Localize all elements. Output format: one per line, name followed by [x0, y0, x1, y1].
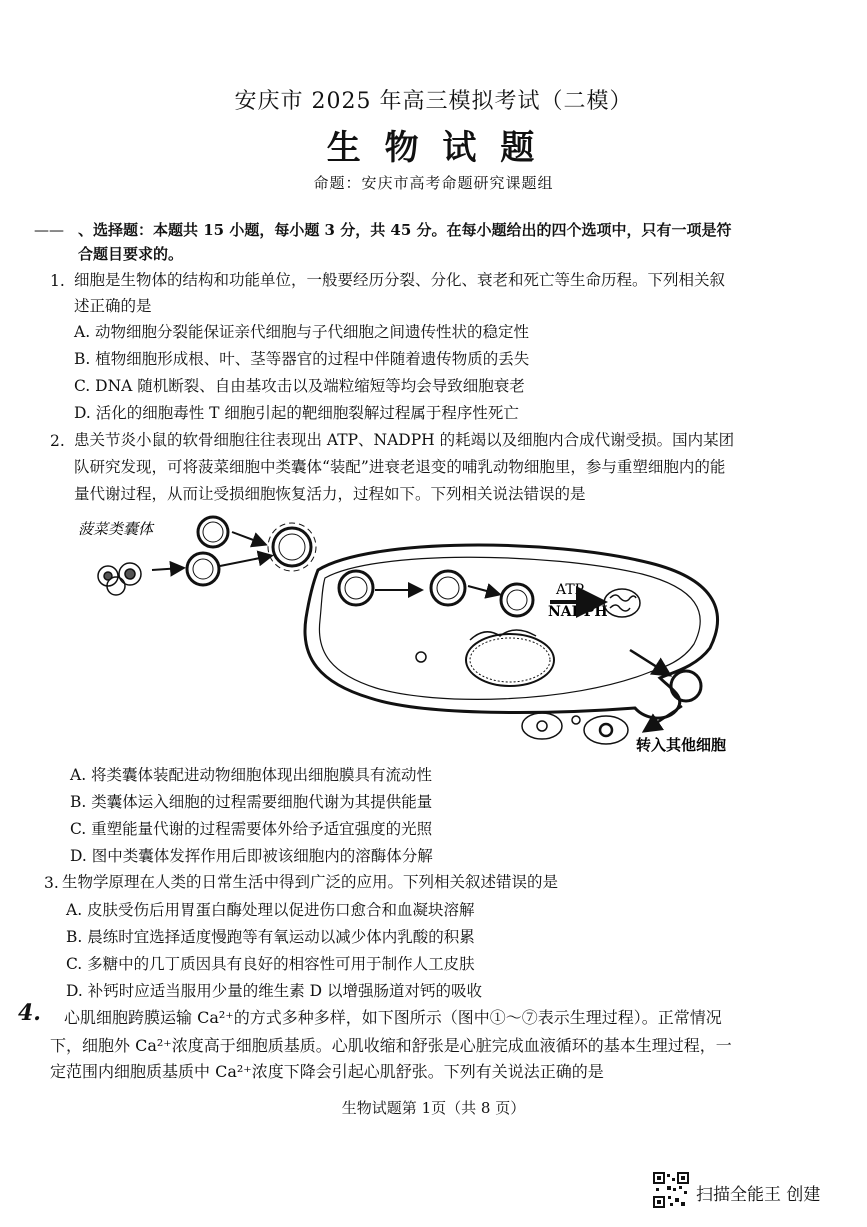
- receiving-cell-icon: [522, 713, 628, 744]
- q2-option-b: B. 类囊体运入细胞的过程需要细胞代谢为其提供能量: [70, 793, 433, 811]
- q4-stem-1: 心肌细胞跨膜运输 Ca²⁺的方式多种多样，如下图所示（图中①～⑦表示生理过程）。正常情况: [64, 1008, 722, 1027]
- q1-stem-1: 细胞是生物体的结构和功能单位，一般要经历分裂、分化、衰老和死亡等生命历程。下列相关叙: [74, 271, 726, 289]
- page-footer: 生物试题第 1页（共 8 页）: [341, 1099, 526, 1117]
- q3-number: 3.: [44, 874, 59, 892]
- q2-option-c: C. 重塑能量代谢的过程需要体外给予适宜强度的光照: [70, 820, 433, 838]
- q3-option-d: D. 补钙时应适当服用少量的维生素 D 以增强肠道对钙的吸收: [66, 982, 483, 1000]
- thylakoid-figure: [70, 508, 790, 758]
- q2-option-d: D. 图中类囊体发挥作用后即被该细胞内的溶酶体分解: [70, 847, 433, 865]
- organelle-icon: [416, 652, 426, 662]
- section-line-2: 合题目要求的。: [78, 245, 184, 263]
- q3-option-a: A. 皮肤受伤后用胃蛋白酶处理以促进伤口愈合和血凝块溶解: [66, 901, 475, 919]
- q3-stem: 生物学原理在人类的日常生活中得到广泛的应用。下列相关叙述错误的是: [62, 873, 559, 891]
- arrow-icon: [630, 650, 668, 674]
- arrow-icon: [152, 568, 182, 570]
- arrow-icon: [220, 556, 270, 566]
- figure-label-thylakoid: 菠菜类囊体: [78, 520, 154, 538]
- mitochondrion-icon: [604, 589, 640, 617]
- section-line-1: 、选择题：本题共 15 小题，每小题 3 分，共 45 分。在每小题给出的四个选项中，只有一项是符: [78, 221, 732, 239]
- nucleus-icon: [466, 630, 554, 686]
- animal-cell-icon: [305, 545, 718, 718]
- q1-option-b: B. 植物细胞形成根、叶、茎等器官的过程中伴随着遗传物质的丢失: [74, 350, 530, 368]
- arrow-icon: [232, 532, 264, 544]
- q2-option-a: A. 将类囊体装配进动物细胞体现出细胞膜具有流动性: [70, 766, 433, 784]
- q2-number: 2.: [50, 432, 65, 450]
- figure-label-atp: ATP: [556, 582, 585, 598]
- section-heading: [34, 218, 798, 266]
- author-line: 命题：安庆市高考命题研究课题组: [313, 174, 554, 192]
- thylakoid-vesicle-icon: [187, 517, 316, 585]
- q2-stem-3: 量代谢过程，从而让受损细胞恢复活力，过程如下。下列相关说法错误的是: [74, 485, 586, 503]
- q3-option-c: C. 多糖中的几丁质因具有良好的相容性可用于制作人工皮肤: [66, 955, 475, 973]
- q1-option-a: A. 动物细胞分裂能保证亲代细胞与子代细胞之间遗传性状的稳定性: [74, 323, 530, 341]
- scanner-watermark: 扫描全能王 创建: [696, 1185, 821, 1205]
- q1-option-c: C. DNA 随机断裂、自由基攻击以及端粒缩短等均会导致细胞衰老: [74, 377, 525, 395]
- q2-stem-1: 患关节炎小鼠的软骨细胞往往表现出 ATP、NADPH 的耗竭以及细胞内合成代谢受损。国内某团: [74, 431, 735, 449]
- figure-label-transfer: 转入其他细胞: [636, 736, 727, 754]
- figure-label-nadph: NADPH: [548, 604, 608, 620]
- qr-code-icon: [653, 1172, 689, 1208]
- q4-stem-3: 定范围内细胞质基质中 Ca²⁺浓度下降会引起心肌舒张。下列有关说法正确的是: [50, 1062, 604, 1081]
- small-cell-icon: [98, 563, 141, 595]
- subject-title: 生 物 试 题: [326, 128, 541, 168]
- exam-title: 安庆市 2025 年高三模拟考试（二模）: [234, 89, 633, 114]
- q3-option-b: B. 晨练时宜选择适度慢跑等有氧运动以减少体内乳酸的积累: [66, 928, 475, 946]
- q4-number: 4.: [18, 1000, 41, 1026]
- section-dash: ——: [34, 221, 64, 239]
- q1-number: 1.: [50, 272, 65, 290]
- arrow-icon: [468, 586, 498, 594]
- q1-option-d: D. 活化的细胞毒性 T 细胞引起的靶细胞裂解过程属于程序性死亡: [74, 404, 519, 422]
- q1-stem-2: 述正确的是: [74, 297, 152, 315]
- q4-stem-2: 下，细胞外 Ca²⁺浓度高于细胞质基质。心肌收缩和舒张是心脏完成血液循环的基本生理过程，一: [50, 1036, 732, 1055]
- q2-stem-2: 队研究发现，可将菠菜细胞中类囊体“装配”进衰老退变的哺乳动物细胞里，参与重塑细胞内的能: [74, 458, 726, 476]
